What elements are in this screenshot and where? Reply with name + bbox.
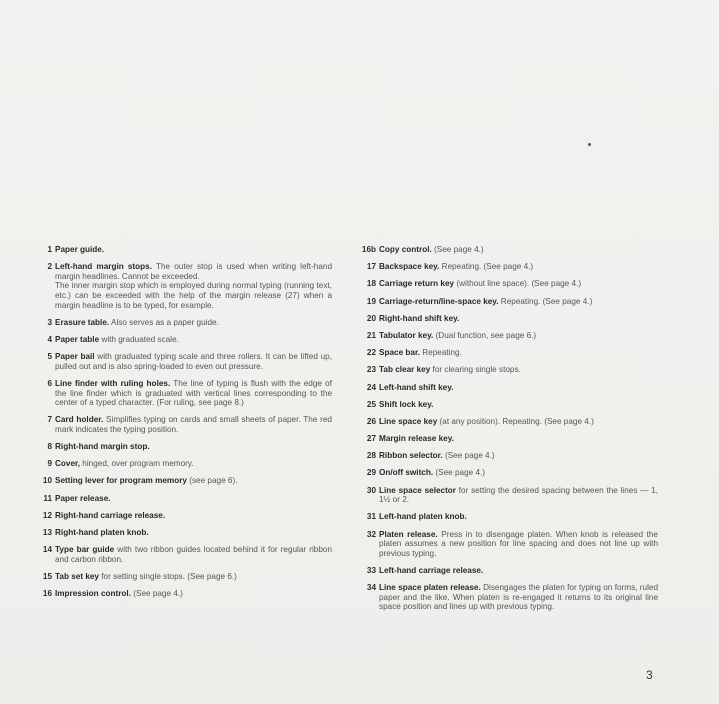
list-item <box>360 314 658 324</box>
list-item <box>360 245 658 255</box>
item-desc: with graduated typing scale and three rollers. It can be lifted up, pulled out and is also spring-loaded to even out pressure. <box>55 352 332 371</box>
item-desc: (see page 6). <box>186 476 238 486</box>
item-number: 27 <box>366 434 376 444</box>
item-term: Line space key <box>379 416 438 426</box>
item-number: 5 <box>47 352 52 362</box>
item-number: 2 <box>47 262 52 272</box>
item-term: Carriage-return/line-space key. <box>379 296 499 306</box>
item-term: Paper bail <box>55 352 95 362</box>
list-item <box>360 348 658 358</box>
list-item <box>360 451 658 461</box>
item-number: 31 <box>366 512 376 522</box>
item-desc: (See page 4.) <box>130 589 183 599</box>
item-term: Left-hand platen knob. <box>379 512 467 522</box>
item-desc: (Dual function, see page 6.) <box>433 330 537 340</box>
item-number: 28 <box>366 451 376 461</box>
item-number: 22 <box>366 348 376 358</box>
list-item <box>38 459 332 469</box>
list-item <box>360 400 658 410</box>
item-number: 25 <box>366 399 376 409</box>
list-item <box>38 379 332 408</box>
item-desc: for setting single stops. (See page 6.) <box>99 571 237 581</box>
item-term: Platen release. <box>379 529 438 539</box>
item-number: 32 <box>366 529 376 539</box>
item-term: Setting lever for program memory <box>55 476 187 486</box>
list-item <box>38 528 332 538</box>
item-term: Carriage return key <box>379 279 455 289</box>
list-item <box>360 365 658 375</box>
list-item <box>360 331 658 341</box>
item-number: 20 <box>366 313 376 323</box>
item-term: Line finder with ruling holes. <box>55 378 171 388</box>
item-desc: Repeating. (See page 4.) <box>439 262 534 272</box>
item-term: Line space platen release. <box>379 583 481 593</box>
item-number: 21 <box>366 330 376 340</box>
parts-list-right <box>360 245 658 620</box>
item-term: Backspace key. <box>379 262 440 272</box>
item-extra: The inner margin stop which is employed during normal typing (running text, etc.) can be exceeded with the help of the margin release (27) when a margin headline is to be typed, for example. <box>55 281 332 310</box>
list-item <box>360 530 658 559</box>
item-desc: Also serves as a paper guide. <box>109 317 219 327</box>
item-desc: with graduated scale. <box>99 334 179 344</box>
item-term: Tab clear key <box>379 365 431 375</box>
item-term: Shift lock key. <box>379 399 434 409</box>
item-term: Margin release key. <box>379 434 454 444</box>
list-item <box>38 545 332 564</box>
item-desc: with two ribbon guides located behind it for regular ribbon and carbon ribbon. <box>55 545 332 564</box>
item-term: Cover, <box>55 459 81 469</box>
item-number: 4 <box>47 334 52 344</box>
speck-mark <box>588 143 591 146</box>
item-desc: Disengages the platen for typing on forms, ruled paper and the like. When platen is re-engaged it returns to its original line space position and lines up with previous typing. <box>379 583 659 612</box>
list-item <box>360 279 658 289</box>
item-number: 18 <box>366 279 376 289</box>
page-number: 3 <box>646 668 653 682</box>
list-item <box>38 318 332 328</box>
list-item <box>38 335 332 345</box>
item-term: Space bar. <box>379 348 420 358</box>
item-term: Erasure table. <box>55 317 110 327</box>
item-number: 34 <box>366 583 376 593</box>
item-desc: hinged, over program memory. <box>80 459 194 469</box>
item-desc: Simplifies typing on cards and small sheets of paper. The red mark indicates the typing position. <box>55 415 332 434</box>
list-item <box>360 262 658 272</box>
list-item <box>360 566 658 576</box>
item-number: 3 <box>47 317 52 327</box>
item-desc: (See page 4.) <box>433 468 486 478</box>
list-item <box>38 415 332 434</box>
item-term: Impression control. <box>55 589 131 599</box>
item-term: Right-hand shift key. <box>379 313 460 323</box>
item-term: Line space selector <box>379 485 456 495</box>
list-item <box>38 494 332 504</box>
item-number: 19 <box>366 296 376 306</box>
item-term: Right-hand margin stop. <box>55 442 150 452</box>
item-number: 26 <box>366 416 376 426</box>
item-number: 7 <box>47 415 52 425</box>
list-item <box>360 468 658 478</box>
item-number: 1 <box>47 245 52 254</box>
item-desc: (without line space). (See page 4.) <box>454 279 582 289</box>
item-term: Tabulator key. <box>379 330 434 340</box>
list-item <box>38 572 332 582</box>
item-number: 10 <box>42 476 52 486</box>
item-number: 16b <box>361 245 376 254</box>
item-term: Paper table <box>55 334 100 344</box>
item-term: Card holder. <box>55 415 104 425</box>
item-desc: for setting the desired spacing between the lines — 1, 1½ or 2. <box>379 485 659 505</box>
item-number: 33 <box>366 565 376 575</box>
list-item <box>360 383 658 393</box>
item-number: 24 <box>366 382 376 392</box>
item-desc: Repeating. (See page 4.) <box>498 296 593 306</box>
item-number: 8 <box>47 442 52 452</box>
item-number: 30 <box>366 485 376 495</box>
item-number: 15 <box>42 571 52 581</box>
item-term: Copy control. <box>379 245 432 254</box>
item-term: Left-hand shift key. <box>379 382 454 392</box>
list-item <box>38 442 332 452</box>
list-item <box>360 486 658 505</box>
list-item <box>360 297 658 307</box>
item-term: Paper guide. <box>55 245 105 254</box>
item-desc: (See page 4.) <box>431 245 484 254</box>
list-item <box>38 262 332 310</box>
list-item <box>38 476 332 486</box>
item-desc: for clearing single stops. <box>430 365 521 375</box>
parts-list-left <box>38 245 332 606</box>
item-desc: The line of typing is flush with the edge of the line finder which is graduated with vertical lines corresponding to the center of a typed character. (For ruling, see page 8.) <box>55 378 332 408</box>
item-term: Type bar guide <box>55 545 115 555</box>
item-term: Right-hand carriage release. <box>55 510 166 520</box>
item-number: 11 <box>43 493 52 503</box>
item-number: 16 <box>42 589 52 599</box>
list-item <box>360 434 658 444</box>
item-number: 17 <box>366 262 376 272</box>
item-desc: (at any position). Repeating. (See page 4.) <box>437 416 594 426</box>
item-term: On/off switch. <box>379 468 434 478</box>
list-item <box>360 583 658 612</box>
item-number: 23 <box>366 365 376 375</box>
item-desc: Repeating. <box>419 348 462 358</box>
item-desc: Press in to disengage platen. When knob is released the platen assumes a new position for line spacing and does not line up with previous typing. <box>379 529 658 558</box>
item-desc: (See page 4.) <box>442 451 495 461</box>
item-term: Tab set key <box>55 571 99 581</box>
list-item <box>38 352 332 371</box>
item-term: Right-hand platen knob. <box>55 528 149 537</box>
item-number: 29 <box>366 468 376 478</box>
item-number: 13 <box>42 528 52 537</box>
list-item <box>38 589 332 599</box>
item-term: Paper release. <box>55 493 111 503</box>
item-number: 14 <box>42 545 52 555</box>
item-desc: The outer stop is used when writing left-hand margin headlines. Cannot be exceeded. <box>55 262 333 281</box>
item-term: Ribbon selector. <box>379 451 443 461</box>
item-number: 9 <box>47 459 52 469</box>
item-term: Left-hand margin stops. <box>55 262 152 272</box>
item-term: Left-hand carriage release. <box>379 565 484 575</box>
list-item <box>38 245 332 255</box>
list-item <box>38 511 332 521</box>
list-item <box>360 512 658 522</box>
item-number: 12 <box>42 510 52 520</box>
list-item <box>360 417 658 427</box>
item-number: 6 <box>47 378 52 388</box>
